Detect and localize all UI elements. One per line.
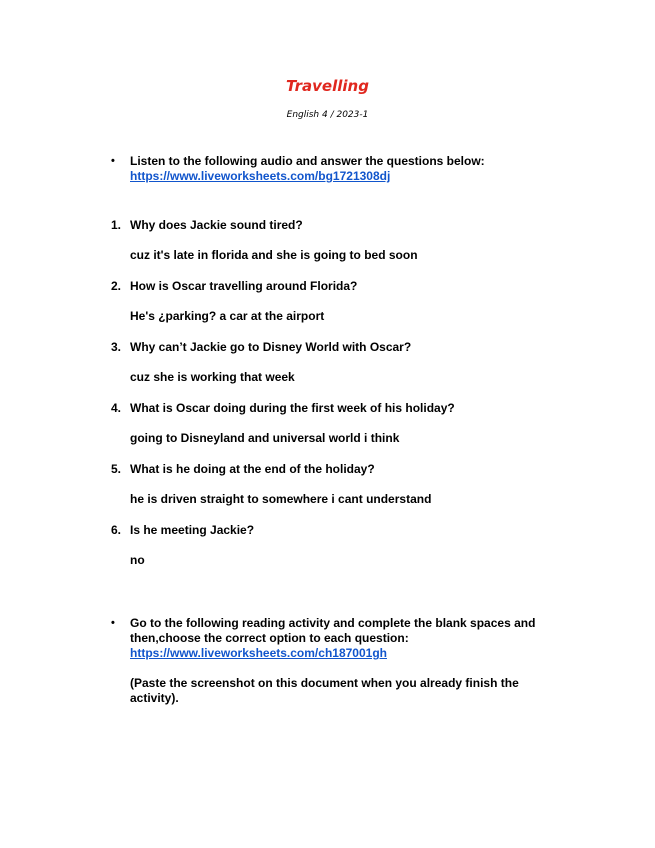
- question-number: 2.: [111, 279, 122, 293]
- section2-instruction: Go to the following reading activity and complete the blank spaces and then,choose the correct option to each question:: [130, 616, 536, 645]
- question-number: 3.: [111, 340, 122, 354]
- spacer: [130, 661, 560, 676]
- answer-text: he is driven straight to somewhere i cant understand: [130, 492, 432, 506]
- question-text: Why does Jackie sound tired?: [130, 218, 303, 232]
- question-number: 1.: [111, 218, 122, 232]
- audio-link[interactable]: https://www.liveworksheets.com/bg1721308dj: [130, 169, 391, 183]
- question-number: 4.: [111, 401, 122, 415]
- answer-text: no: [130, 553, 145, 567]
- page-subtitle: English 4 / 2023-1: [286, 110, 369, 120]
- question-text: Is he meeting Jackie?: [130, 523, 255, 537]
- page-title: Travelling: [286, 77, 369, 95]
- answer-text: cuz it's late in florida and she is going to bed soon: [130, 248, 418, 262]
- reading-link[interactable]: https://www.liveworksheets.com/ch187001gh: [130, 646, 387, 660]
- question-text: What is he doing at the end of the holiday?: [130, 462, 375, 476]
- question-text: What is Oscar doing during the first week of his holiday?: [130, 401, 455, 415]
- question-text: Why can’t Jackie go to Disney World with Oscar?: [130, 340, 412, 354]
- section1-instruction: Listen to the following audio and answer the questions below:: [130, 154, 485, 168]
- answer-text: He's ¿parking? a car at the airport: [130, 309, 325, 323]
- question-number: 6.: [111, 523, 122, 537]
- section1-block: [130, 154, 560, 184]
- bullet-icon: •: [111, 155, 115, 167]
- question-number: 5.: [111, 462, 122, 476]
- section2-note: (Paste the screenshot on this document when you already finish the activity).: [130, 676, 519, 705]
- answer-text: going to Disneyland and universal world i think: [130, 431, 400, 445]
- answer-text: cuz she is working that week: [130, 370, 295, 384]
- section2-block: [130, 616, 560, 706]
- bullet-icon: •: [111, 617, 115, 629]
- question-text: How is Oscar travelling around Florida?: [130, 279, 358, 293]
